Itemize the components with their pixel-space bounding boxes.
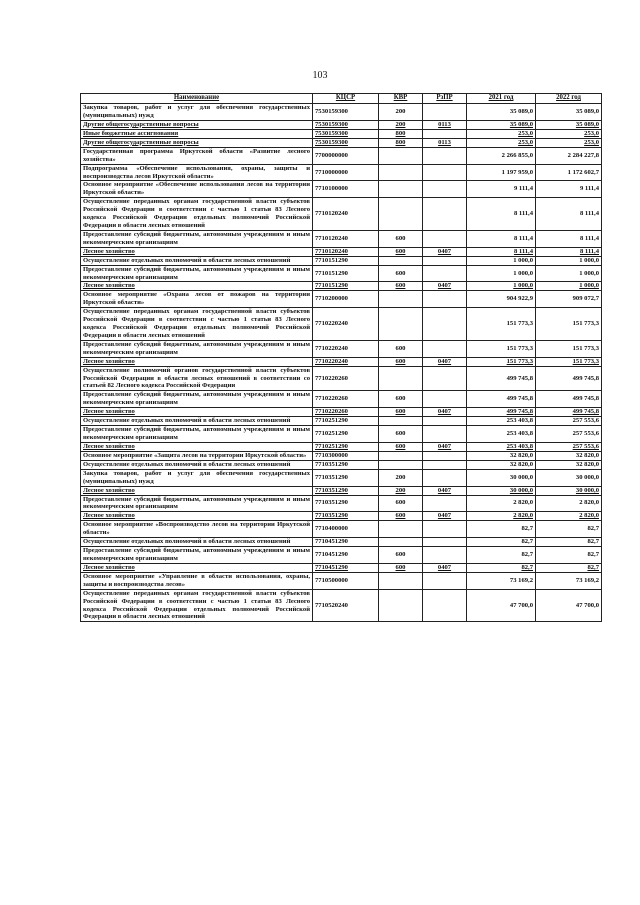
- row-kvr: 600: [379, 391, 423, 408]
- header-name: Наименование: [81, 94, 313, 104]
- row-rzpr: [423, 198, 467, 231]
- row-rzpr: 0407: [423, 247, 467, 256]
- row-rzpr: [423, 391, 467, 408]
- table-row: [81, 547, 602, 564]
- row-value-2022: 1 000,0: [536, 282, 602, 291]
- budget-table: [80, 93, 602, 622]
- row-name: Другие общегосударственные вопросы: [81, 120, 313, 129]
- row-rzpr: [423, 265, 467, 282]
- row-kvr: [379, 308, 423, 341]
- row-kcsr: 7710451290: [313, 547, 379, 564]
- row-value-2022: 82,7: [536, 563, 602, 572]
- row-kcsr: 7710351290: [313, 460, 379, 469]
- table-row: [81, 357, 602, 366]
- row-kvr: 600: [379, 547, 423, 564]
- row-kvr: [379, 451, 423, 460]
- row-name: Основное мероприятие «Обеспечение использования лесов на территории Иркутской области»: [81, 181, 313, 198]
- table-row: [81, 164, 602, 181]
- row-kvr: 600: [379, 230, 423, 247]
- row-name: Осуществление переданных органам государственной власти субъектов Российской Федерации в соответствии с частью 1 статьи 83 Лесного кодекса Российской Федерации отдельных полномочий Российской Федерации в области лесных отношений: [81, 308, 313, 341]
- row-kvr: 600: [379, 265, 423, 282]
- row-rzpr: 0407: [423, 282, 467, 291]
- row-kvr: [379, 572, 423, 589]
- row-value-2021: 151 773,3: [467, 340, 536, 357]
- row-kcsr: 7530159300: [313, 138, 379, 147]
- row-name: Предоставление субсидий бюджетным, автономным учреждениям и иным некоммерческим организациям: [81, 265, 313, 282]
- row-value-2022: 499 745,8: [536, 391, 602, 408]
- row-value-2022: 499 745,8: [536, 366, 602, 391]
- row-name: Лесное хозяйство: [81, 247, 313, 256]
- row-kvr: 600: [379, 340, 423, 357]
- row-value-2021: 82,7: [467, 521, 536, 538]
- row-kcsr: 7710451290: [313, 563, 379, 572]
- row-value-2022: 151 773,3: [536, 340, 602, 357]
- row-value-2022: 8 111,4: [536, 198, 602, 231]
- row-value-2021: 32 820,0: [467, 451, 536, 460]
- row-kcsr: 7710451290: [313, 538, 379, 547]
- row-kcsr: 7710251290: [313, 442, 379, 451]
- row-kvr: 800: [379, 138, 423, 147]
- row-kcsr: 7530159300: [313, 129, 379, 138]
- row-value-2022: 2 820,0: [536, 512, 602, 521]
- row-name: Иные бюджетные ассигнования: [81, 129, 313, 138]
- row-kcsr: 7700000000: [313, 147, 379, 164]
- row-rzpr: [423, 521, 467, 538]
- row-value-2022: 2 820,0: [536, 495, 602, 512]
- row-value-2021: 30 000,0: [467, 469, 536, 486]
- row-value-2021: 904 922,9: [467, 291, 536, 308]
- row-kcsr: 7710351290: [313, 495, 379, 512]
- table-row: [81, 589, 602, 622]
- row-name: Другие общегосударственные вопросы: [81, 138, 313, 147]
- row-value-2022: 32 820,0: [536, 460, 602, 469]
- row-rzpr: [423, 340, 467, 357]
- row-kcsr: 7710151290: [313, 256, 379, 265]
- table-row: [81, 495, 602, 512]
- row-rzpr: 0407: [423, 442, 467, 451]
- row-rzpr: [423, 129, 467, 138]
- row-value-2021: 253 403,8: [467, 417, 536, 426]
- header-rzpr: РзПР: [423, 94, 467, 104]
- row-name: Осуществление переданных органам государственной власти субъектов Российской Федерации в соответствии с частью 1 статьи 83 Лесного кодекса Российской Федерации отдельных полномочий Российской Федерации в области лесных отношений: [81, 589, 313, 622]
- row-kcsr: 7710120240: [313, 230, 379, 247]
- header-2022: 2022 год: [536, 94, 602, 104]
- row-value-2022: 2 284 227,8: [536, 147, 602, 164]
- row-name: Лесное хозяйство: [81, 512, 313, 521]
- table-row: [81, 486, 602, 495]
- table-row: [81, 417, 602, 426]
- table-row: [81, 308, 602, 341]
- row-rzpr: [423, 104, 467, 121]
- table-row: [81, 538, 602, 547]
- row-name: Закупка товаров, работ и услуг для обеспечения государственных (муниципальных) нужд: [81, 104, 313, 121]
- row-kcsr: 7710200000: [313, 291, 379, 308]
- row-value-2022: 82,7: [536, 521, 602, 538]
- row-kcsr: 7710351290: [313, 486, 379, 495]
- row-kvr: [379, 181, 423, 198]
- row-kvr: [379, 521, 423, 538]
- row-kcsr: 7710300000: [313, 451, 379, 460]
- table-row: [81, 460, 602, 469]
- row-value-2021: 253 403,8: [467, 442, 536, 451]
- row-name: Лесное хозяйство: [81, 442, 313, 451]
- table-row: [81, 181, 602, 198]
- row-rzpr: [423, 147, 467, 164]
- row-rzpr: 0407: [423, 408, 467, 417]
- table-row: [81, 572, 602, 589]
- table-row: [81, 230, 602, 247]
- table-row: [81, 147, 602, 164]
- row-value-2021: 32 820,0: [467, 460, 536, 469]
- row-rzpr: [423, 538, 467, 547]
- row-value-2021: 82,7: [467, 547, 536, 564]
- row-value-2022: 1 000,0: [536, 256, 602, 265]
- row-value-2021: 1 000,0: [467, 256, 536, 265]
- row-value-2022: 73 169,2: [536, 572, 602, 589]
- row-name: Подпрограмма «Обеспечение использования, охраны, защиты и воспроизводства лесов Иркутской области»: [81, 164, 313, 181]
- row-rzpr: [423, 417, 467, 426]
- row-kcsr: 7710220240: [313, 308, 379, 341]
- row-value-2021: 8 111,4: [467, 230, 536, 247]
- row-kvr: 600: [379, 408, 423, 417]
- row-name: Лесное хозяйство: [81, 357, 313, 366]
- row-value-2022: 35 089,0: [536, 120, 602, 129]
- row-rzpr: [423, 495, 467, 512]
- row-value-2021: 1 000,0: [467, 282, 536, 291]
- row-name: Предоставление субсидий бюджетным, автономным учреждениям и иным некоммерческим организациям: [81, 391, 313, 408]
- table-body: [81, 104, 602, 622]
- row-value-2022: 499 745,8: [536, 408, 602, 417]
- table-row: [81, 291, 602, 308]
- table-row: [81, 366, 602, 391]
- row-kvr: [379, 198, 423, 231]
- row-value-2021: 499 745,8: [467, 366, 536, 391]
- row-value-2022: 8 111,4: [536, 230, 602, 247]
- row-value-2021: 499 745,8: [467, 408, 536, 417]
- row-name: Основное мероприятие «Управление в области использования, охраны, защиты и воспроизводства лесов»: [81, 572, 313, 589]
- row-value-2022: 9 111,4: [536, 181, 602, 198]
- row-rzpr: [423, 451, 467, 460]
- row-rzpr: [423, 308, 467, 341]
- table-row: [81, 104, 602, 121]
- row-value-2021: 2 820,0: [467, 495, 536, 512]
- row-kvr: 600: [379, 282, 423, 291]
- row-rzpr: [423, 230, 467, 247]
- table-row: [81, 391, 602, 408]
- row-rzpr: [423, 256, 467, 265]
- row-kcsr: 7710520240: [313, 589, 379, 622]
- row-kcsr: 7530159300: [313, 120, 379, 129]
- row-value-2021: 9 111,4: [467, 181, 536, 198]
- row-name: Предоставление субсидий бюджетным, автономным учреждениям и иным некоммерческим организациям: [81, 340, 313, 357]
- row-value-2021: 2 266 855,0: [467, 147, 536, 164]
- row-rzpr: 0407: [423, 357, 467, 366]
- row-value-2021: 1 197 959,0: [467, 164, 536, 181]
- table-row: [81, 256, 602, 265]
- row-value-2022: 47 700,0: [536, 589, 602, 622]
- row-value-2022: 151 773,3: [536, 308, 602, 341]
- row-name: Основное мероприятие «Воспроизводство лесов на территории Иркутской области»: [81, 521, 313, 538]
- row-value-2021: 1 000,0: [467, 265, 536, 282]
- row-kvr: [379, 147, 423, 164]
- row-value-2021: 151 773,3: [467, 357, 536, 366]
- row-value-2022: 1 172 602,7: [536, 164, 602, 181]
- table-row: [81, 563, 602, 572]
- row-kvr: 200: [379, 104, 423, 121]
- row-value-2022: 253,0: [536, 138, 602, 147]
- row-value-2021: 82,7: [467, 538, 536, 547]
- row-kcsr: 7710220240: [313, 340, 379, 357]
- row-kvr: 600: [379, 357, 423, 366]
- row-name: Государственная программа Иркутской области «Развитие лесного хозяйства»: [81, 147, 313, 164]
- row-rzpr: [423, 572, 467, 589]
- table-row: [81, 451, 602, 460]
- table-row: [81, 469, 602, 486]
- row-rzpr: [423, 181, 467, 198]
- row-kvr: [379, 460, 423, 469]
- row-kvr: 600: [379, 495, 423, 512]
- row-rzpr: [423, 589, 467, 622]
- row-rzpr: 0113: [423, 138, 467, 147]
- row-kcsr: 7710251290: [313, 426, 379, 443]
- row-value-2022: 35 089,0: [536, 104, 602, 121]
- row-kvr: [379, 538, 423, 547]
- row-rzpr: [423, 469, 467, 486]
- row-name: Предоставление субсидий бюджетным, автономным учреждениям и иным некоммерческим организациям: [81, 495, 313, 512]
- row-value-2021: 499 745,8: [467, 391, 536, 408]
- row-name: Предоставление субсидий бюджетным, автономным учреждениям и иным некоммерческим организациям: [81, 547, 313, 564]
- row-value-2022: 30 000,0: [536, 486, 602, 495]
- row-value-2021: 35 089,0: [467, 104, 536, 121]
- row-rzpr: 0113: [423, 120, 467, 129]
- table-row: [81, 408, 602, 417]
- row-kcsr: 7710400000: [313, 521, 379, 538]
- row-value-2021: 35 089,0: [467, 120, 536, 129]
- row-value-2022: 1 000,0: [536, 265, 602, 282]
- row-kcsr: 7710120240: [313, 198, 379, 231]
- row-kcsr: 7710351290: [313, 469, 379, 486]
- row-rzpr: 0407: [423, 512, 467, 521]
- header-kvr: КВР: [379, 94, 423, 104]
- row-value-2021: 151 773,3: [467, 308, 536, 341]
- row-kvr: 800: [379, 129, 423, 138]
- row-value-2021: 2 820,0: [467, 512, 536, 521]
- row-name: Осуществление полномочий органов государственной власти субъектов Российской Федерации в области лесных отношений в соответствии со статьей 82 Лесного кодекса Российской Федерации: [81, 366, 313, 391]
- row-name: Осуществление отдельных полномочий в области лесных отношений: [81, 460, 313, 469]
- row-name: Лесное хозяйство: [81, 486, 313, 495]
- row-name: Осуществление переданных органам государственной власти субъектов Российской Федерации в соответствии с частью 1 статьи 83 Лесного кодекса Российской Федерации отдельных полномочий Российской Федерации в области лесных отношений: [81, 198, 313, 231]
- row-value-2021: 253,0: [467, 129, 536, 138]
- row-kvr: 600: [379, 563, 423, 572]
- row-value-2021: 73 169,2: [467, 572, 536, 589]
- row-value-2021: 253,0: [467, 138, 536, 147]
- row-kcsr: 7530159300: [313, 104, 379, 121]
- row-rzpr: 0407: [423, 563, 467, 572]
- row-kvr: [379, 291, 423, 308]
- row-kvr: [379, 366, 423, 391]
- row-name: Предоставление субсидий бюджетным, автономным учреждениям и иным некоммерческим организациям: [81, 230, 313, 247]
- table-row: [81, 198, 602, 231]
- row-name: Лесное хозяйство: [81, 563, 313, 572]
- row-value-2022: 257 553,6: [536, 426, 602, 443]
- row-kcsr: 7710351290: [313, 512, 379, 521]
- row-rzpr: [423, 164, 467, 181]
- table-row: [81, 340, 602, 357]
- row-kcsr: 7710220240: [313, 357, 379, 366]
- row-kcsr: 7710251290: [313, 417, 379, 426]
- row-kvr: [379, 589, 423, 622]
- row-value-2021: 8 111,4: [467, 247, 536, 256]
- row-name: Лесное хозяйство: [81, 282, 313, 291]
- row-kcsr: 7710151290: [313, 282, 379, 291]
- row-value-2022: 82,7: [536, 538, 602, 547]
- row-kcsr: 7710100000: [313, 181, 379, 198]
- row-value-2022: 82,7: [536, 547, 602, 564]
- row-value-2022: 32 820,0: [536, 451, 602, 460]
- row-kcsr: 7710120240: [313, 247, 379, 256]
- row-rzpr: [423, 460, 467, 469]
- row-name: Предоставление субсидий бюджетным, автономным учреждениям и иным некоммерческим организациям: [81, 426, 313, 443]
- row-value-2022: 253,0: [536, 129, 602, 138]
- row-kvr: 200: [379, 486, 423, 495]
- row-kvr: [379, 164, 423, 181]
- row-name: Закупка товаров, работ и услуг для обеспечения государственных (муниципальных) нужд: [81, 469, 313, 486]
- row-kcsr: 7710000000: [313, 164, 379, 181]
- table-row: [81, 282, 602, 291]
- row-value-2022: 909 072,7: [536, 291, 602, 308]
- row-kvr: 200: [379, 469, 423, 486]
- table-row: [81, 512, 602, 521]
- table-row: [81, 120, 602, 129]
- row-rzpr: [423, 426, 467, 443]
- row-name: Лесное хозяйство: [81, 408, 313, 417]
- row-kvr: 600: [379, 442, 423, 451]
- table-row: [81, 138, 602, 147]
- row-kcsr: 7710220260: [313, 366, 379, 391]
- row-value-2021: 253 403,8: [467, 426, 536, 443]
- row-value-2022: 8 111,4: [536, 247, 602, 256]
- page-number: 103: [312, 70, 328, 81]
- header-2021: 2021 год: [467, 94, 536, 104]
- table-row: [81, 442, 602, 451]
- row-kcsr: 7710220260: [313, 408, 379, 417]
- table-row: [81, 129, 602, 138]
- row-kcsr: 7710151290: [313, 265, 379, 282]
- row-kvr: [379, 256, 423, 265]
- row-rzpr: [423, 547, 467, 564]
- row-name: Осуществление отдельных полномочий в области лесных отношений: [81, 256, 313, 265]
- row-name: Основное мероприятие «Защита лесов на территории Иркутской области»: [81, 451, 313, 460]
- row-kcsr: 7710500000: [313, 572, 379, 589]
- row-value-2022: 151 773,3: [536, 357, 602, 366]
- row-rzpr: [423, 366, 467, 391]
- table-header-row: [81, 94, 602, 104]
- row-kvr: 600: [379, 247, 423, 256]
- row-value-2021: 30 000,0: [467, 486, 536, 495]
- row-name: Осуществление отдельных полномочий в области лесных отношений: [81, 538, 313, 547]
- row-rzpr: 0407: [423, 486, 467, 495]
- table-row: [81, 265, 602, 282]
- row-kcsr: 7710220260: [313, 391, 379, 408]
- row-value-2021: 82,7: [467, 563, 536, 572]
- row-kvr: 200: [379, 120, 423, 129]
- row-value-2022: 30 000,0: [536, 469, 602, 486]
- row-value-2022: 257 553,6: [536, 417, 602, 426]
- header-kcsr: КЦСР: [313, 94, 379, 104]
- row-kvr: [379, 417, 423, 426]
- table-row: [81, 426, 602, 443]
- row-kvr: 600: [379, 512, 423, 521]
- row-name: Осуществление отдельных полномочий в области лесных отношений: [81, 417, 313, 426]
- table-row: [81, 247, 602, 256]
- row-value-2022: 257 553,6: [536, 442, 602, 451]
- table-row: [81, 521, 602, 538]
- row-value-2021: 8 111,4: [467, 198, 536, 231]
- row-value-2021: 47 700,0: [467, 589, 536, 622]
- row-kvr: 600: [379, 426, 423, 443]
- row-rzpr: [423, 291, 467, 308]
- row-name: Основное мероприятие «Охрана лесов от пожаров на территории Иркутской области»: [81, 291, 313, 308]
